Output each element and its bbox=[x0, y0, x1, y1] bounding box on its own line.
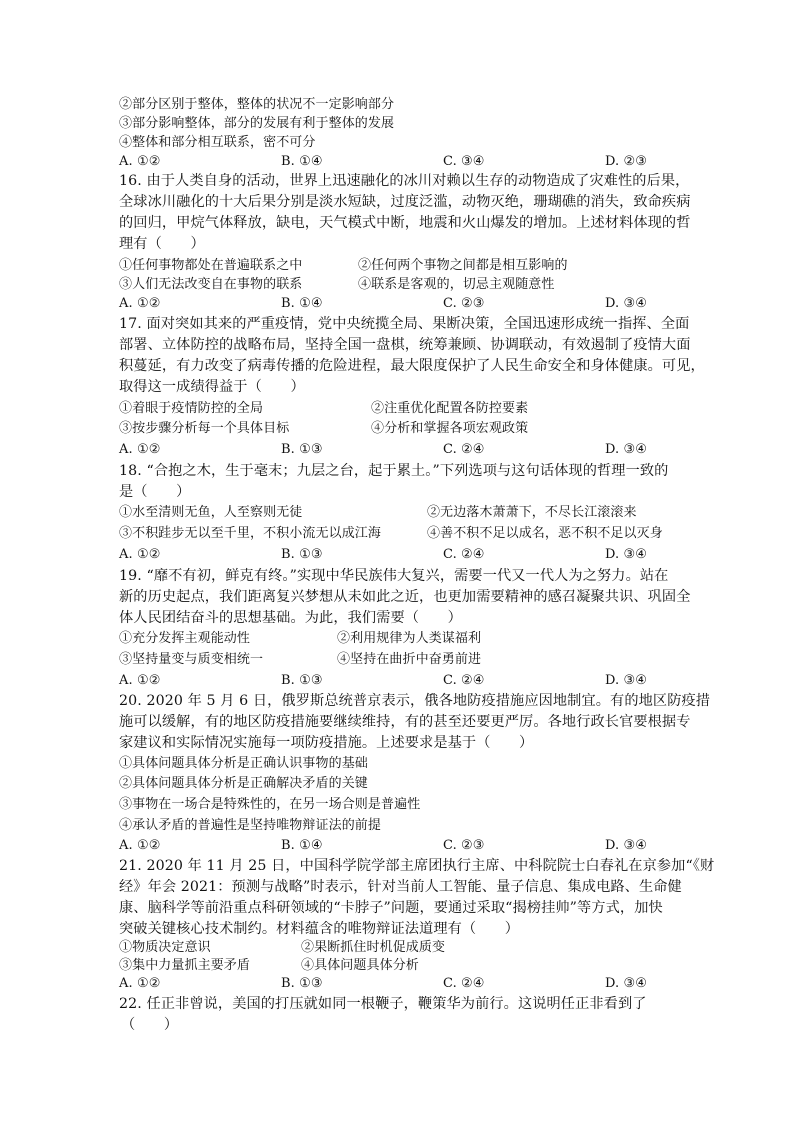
q21-statement-1: ①物质决定意识 bbox=[119, 940, 211, 955]
q20-statement-2: ②具体问题具体分析是正确解决矛盾的关键 bbox=[119, 776, 368, 791]
q18-statement-2: ②无边落木萧萧下，不尽长江滚滚来 bbox=[427, 505, 637, 520]
q15-statement-3: ③部分影响整体，部分的发展有利于整体的发展 bbox=[119, 116, 395, 131]
q21-choice-c[interactable]: C. ②④ bbox=[443, 976, 485, 991]
q19-choice-b[interactable]: B. ①③ bbox=[281, 673, 323, 688]
q19-choice-c[interactable]: C. ②④ bbox=[443, 673, 485, 688]
q16-choice-c[interactable]: C. ②③ bbox=[443, 296, 485, 311]
q15-statement-2: ②部分区别于整体，整体的状况不一定影响部分 bbox=[119, 97, 395, 112]
q19-statement-3: ③坚持量变与质变相统一 bbox=[119, 652, 264, 667]
q16-stem-line-4: 理有（ ） bbox=[119, 236, 205, 252]
q16-choice-b[interactable]: B. ①④ bbox=[281, 296, 323, 311]
q20-choice-a[interactable]: A. ①② bbox=[119, 838, 161, 853]
q18-stem-line-1: 18. “合抱之木，生于毫末；九层之台，起于累土。”下列选项与这句话体现的哲理一致的 bbox=[119, 463, 669, 479]
q18-choice-c[interactable]: C. ②④ bbox=[443, 547, 485, 562]
q21-stem-line-4: 突破关键核心技术制约。材料蕴含的唯物辩证法道理有（ ） bbox=[119, 921, 520, 937]
q17-choice-d[interactable]: D. ③④ bbox=[605, 442, 648, 457]
q18-choice-b[interactable]: B. ①③ bbox=[281, 547, 323, 562]
q21-stem-line-2: 经》年会 2021：预测与战略”时表示，针对当前人工智能、量子信息、集成电路、生命健 bbox=[119, 879, 682, 895]
q21-choice-b[interactable]: B. ①③ bbox=[281, 976, 323, 991]
q21-statement-4: ④具体问题具体分析 bbox=[301, 958, 419, 973]
q17-statement-3: ③按步骤分析每一个具体目标 bbox=[119, 421, 290, 436]
q17-statement-1: ①着眼于疫情防控的全局 bbox=[119, 401, 264, 416]
q20-statement-1: ①具体问题具体分析是正确认识事物的基础 bbox=[119, 756, 368, 771]
q17-statement-4: ④分析和掌握各项宏观政策 bbox=[371, 421, 529, 436]
q18-statement-4: ④善不积不足以成名，恶不积不足以灭身 bbox=[427, 526, 663, 541]
q19-stem-line-1: 19. “靡不有初，鲜克有终。”实现中华民族伟大复兴，需要一代又一代人为之努力。站在 bbox=[119, 568, 669, 584]
q20-choice-d[interactable]: D. ③④ bbox=[605, 838, 648, 853]
q17-stem-line-1: 17. 面对突如其来的严重疫情，党中央统揽全局、果断决策，全国迅速形成统一指挥、全面 bbox=[119, 316, 690, 332]
q17-choice-a[interactable]: A. ①② bbox=[119, 442, 161, 457]
q19-statement-4: ④坚持在曲折中奋勇前进 bbox=[337, 652, 482, 667]
q18-choice-a[interactable]: A. ①② bbox=[119, 547, 161, 562]
q17-choice-c[interactable]: C. ②④ bbox=[443, 442, 485, 457]
q15-choice-a[interactable]: A. ①② bbox=[119, 154, 161, 169]
q20-choice-b[interactable]: B. ①④ bbox=[281, 838, 323, 853]
q21-stem-line-1: 21. 2020 年 11 月 25 日，中国科学院学部主席团执行主席、中科院院士白春礼在京参加“《财 bbox=[119, 858, 715, 874]
q16-statement-4: ④联系是客观的，切忌主观随意性 bbox=[358, 277, 555, 292]
q15-statement-4: ④整体和部分相互联系，密不可分 bbox=[119, 135, 316, 150]
q21-choice-a[interactable]: A. ①② bbox=[119, 976, 161, 991]
q19-statement-1: ①充分发挥主观能动性 bbox=[119, 631, 251, 646]
q16-stem-line-3: 的回归，甲烷气体释放，缺电，天气模式中断，地震和火山爆发的增加。上述材料体现的哲 bbox=[119, 215, 691, 231]
q15-choice-b[interactable]: B. ①④ bbox=[281, 154, 323, 169]
q16-statement-3: ③人们无法改变自在事物的联系 bbox=[119, 277, 303, 292]
q18-choice-d[interactable]: D. ③④ bbox=[605, 547, 648, 562]
q19-stem-line-3: 体人民团结奋斗的思想基础。为此，我们需要（ ） bbox=[119, 610, 462, 626]
q19-stem-line-2: 新的历史起点，我们距离复兴梦想从未如此之近，也更加需要精神的感召凝聚共识、巩固全 bbox=[119, 589, 691, 605]
q16-stem-line-1: 16. 由于人类自身的活动，世界上迅速融化的冰川对赖以生存的动物造成了灾难性的后果， bbox=[119, 173, 690, 189]
q16-stem-line-2: 全球冰川融化的十大后果分别是淡水短缺，过度泛滥，动物灭绝，珊瑚礁的消失，致命疾病 bbox=[119, 194, 691, 210]
q19-statement-2: ②利用规律为人类谋福利 bbox=[337, 631, 482, 646]
q22-stem-line-2: （ ） bbox=[121, 1017, 179, 1033]
q15-choice-d[interactable]: D. ②③ bbox=[605, 154, 648, 169]
q18-statement-1: ①水至清则无鱼，人至察则无徒 bbox=[119, 505, 303, 520]
q18-statement-3: ③不积跬步无以至千里，不积小流无以成江海 bbox=[119, 526, 382, 541]
q19-choice-d[interactable]: D. ③④ bbox=[605, 673, 648, 688]
q21-statement-3: ③集中力量抓主要矛盾 bbox=[119, 958, 251, 973]
q20-statement-3: ③事物在一场合是特殊性的，在另一场合则是普遍性 bbox=[119, 797, 421, 812]
q17-stem-line-3: 积蔓延，有力改变了病毒传播的危险进程，最大限度保护了人民生命安全和身体健康。可见， bbox=[119, 358, 705, 374]
q15-choice-c[interactable]: C. ③④ bbox=[443, 154, 485, 169]
q20-choice-c[interactable]: C. ②③ bbox=[443, 838, 485, 853]
q19-choice-a[interactable]: A. ①② bbox=[119, 673, 161, 688]
q18-stem-line-2: 是（ ） bbox=[119, 484, 191, 500]
q16-statement-2: ②任何两个事物之间都是相互影响的 bbox=[358, 258, 568, 273]
q16-choice-a[interactable]: A. ①② bbox=[119, 296, 161, 311]
q20-stem-line-3: 家建议和实际情况实施每一项防疫措施。上述要求是基于（ ） bbox=[119, 735, 534, 751]
q20-statement-4: ④承认矛盾的普遍性是坚持唯物辩证法的前提 bbox=[119, 818, 382, 833]
q17-statement-2: ②注重优化配置各防控要素 bbox=[371, 401, 529, 416]
q20-stem-line-2: 施可以缓解，有的地区防疫措施要继续维持，有的甚至还要更严厉。各地行政长官要根据专 bbox=[119, 714, 691, 730]
q20-stem-line-1: 20. 2020 年 5 月 6 日，俄罗斯总统普京表示，俄各地防疫措施应因地制宜。有的地区防疫措 bbox=[119, 693, 711, 709]
q17-stem-line-4: 取得这一成绩得益于（ ） bbox=[119, 379, 305, 395]
q17-choice-b[interactable]: B. ①③ bbox=[281, 442, 323, 457]
q16-statement-1: ①任何事物都处在普遍联系之中 bbox=[119, 258, 303, 273]
q21-stem-line-3: 康、脑科学等前沿重点科研领域的“卡脖子”问题，要通过采取“揭榜挂帅”等方式，加快 bbox=[119, 900, 663, 916]
q21-statement-2: ②果断抓住时机促成质变 bbox=[301, 940, 446, 955]
q21-choice-d[interactable]: D. ③④ bbox=[605, 976, 648, 991]
q17-stem-line-2: 部署、立体防控的战略布局，坚持全国一盘棋，统筹兼顾、协调联动，有效遏制了疫情大面 bbox=[119, 337, 691, 353]
q16-choice-d[interactable]: D. ③④ bbox=[605, 296, 648, 311]
q22-stem-line-1: 22. 任正非曾说，美国的打压就如同一根鞭子，鞭策华为前行。这说明任正非看到了 bbox=[119, 996, 647, 1012]
